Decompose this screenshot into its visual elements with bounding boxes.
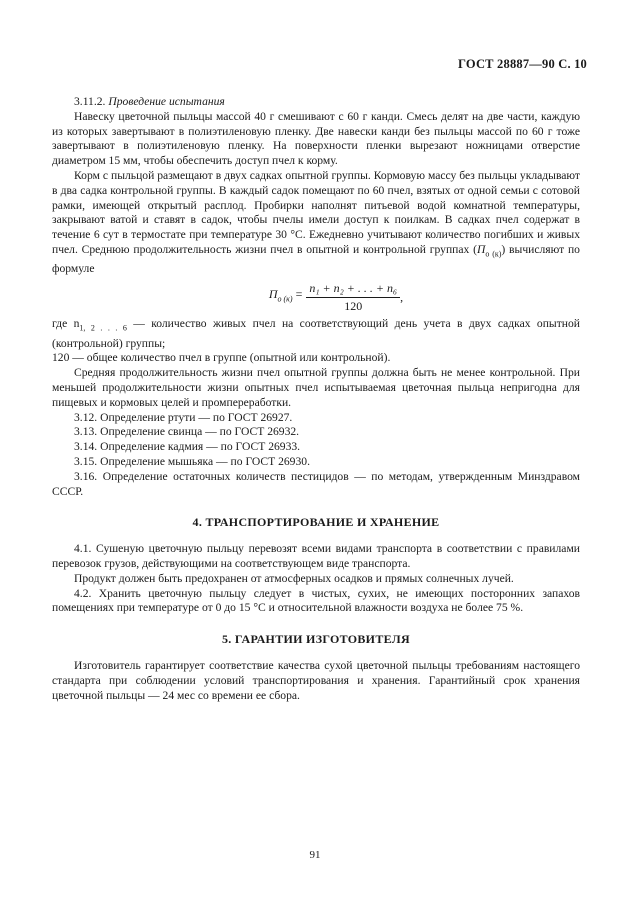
clause-3-11-2-heading bbox=[52, 95, 580, 110]
section-4-title: 4. ТРАНСПОРТИРОВАНИЕ И ХРАНЕНИЕ bbox=[192, 515, 440, 530]
symbol-subscript: о (к) bbox=[485, 249, 502, 259]
clause-3-14: 3.14. Определение кадмия — по ГОСТ 26933. bbox=[74, 440, 301, 454]
paragraph-comparison: Средняя продолжительность жизни пчел опытной группы должна быть не менее контрольной. При меньшей продолжительности жизни опытных пчел испытываемая цветочная пыльца непригодна для пищевых и кормовых целей и промпереработки. bbox=[52, 366, 580, 409]
formula-fraction bbox=[306, 281, 400, 314]
clause-3-16: 3.16. Определение остаточных количеств пестицидов — по методам, утвержденным Минздравом СССР. bbox=[52, 469, 580, 498]
symbol-p: П bbox=[476, 242, 486, 256]
page-number: 91 bbox=[309, 849, 321, 861]
formula-denominator: 120 bbox=[344, 298, 363, 313]
formula-lhs bbox=[269, 287, 303, 307]
legend-n-subscript: 1, 2 . . . 6 bbox=[79, 323, 127, 333]
clause-4-1: 4.1. Сушеную цветочную пыльцу перевозят всеми видами транспорта в соответствии с правилами перевозок грузов, действующими на соответствующем виде транспорта. bbox=[52, 542, 580, 570]
paragraph-protection: Продукт должен быть предохранен от атмосферных осадков и прямых солнечных лучей. bbox=[74, 571, 514, 585]
formula-equals: = bbox=[292, 287, 303, 302]
formula-comma: , bbox=[400, 289, 404, 304]
formula-lhs-symbol: П bbox=[268, 287, 278, 302]
formula-legend-120: 120 — общее количество пчел в группе (опытной или контрольной). bbox=[52, 351, 391, 365]
clause-4-2: 4.2. Хранить цветочную пыльцу следует в чистых, сухих, не имеющих посторонних запахов помещениях при температуре от 0 до 15 °С и относительной влажности воздуха не более 75 %. bbox=[52, 586, 580, 615]
clause-3-15: 3.15. Определение мышьяка — по ГОСТ 26930. bbox=[74, 454, 310, 468]
paragraph-sample-prep: Навеску цветочной пыльцы массой 40 г смешивают с 60 г канди. Смесь делят на две части, каждую из которых завертывают в полиэтиленовую пленку. Две навески канди без пыльцы массой по 60 г тоже завертывают в полиэтиленовую пленку. На поверхности пленки вырезают ножницами отверстие диаметром 15 мм, чтобы обеспечить доступ пчел к корму. bbox=[52, 109, 580, 168]
legend-n-text: — количество живых пчел на соответствующий день учета в двух садках опытной (контрольной) группы; bbox=[52, 317, 580, 350]
clause-number: 3.11.2. bbox=[74, 95, 106, 108]
clause-3-12: 3.12. Определение ртути — по ГОСТ 26927. bbox=[74, 410, 293, 424]
document-body bbox=[52, 95, 580, 703]
clause-title: Проведение испытания bbox=[108, 95, 225, 108]
formula-lhs-subscript: о (к) bbox=[277, 294, 293, 304]
legend-n-prefix: где n bbox=[52, 317, 80, 331]
paragraph-feeding-text: Корм с пыльцой размещают в двух садках опытной группы. Кормовую массу без пыльцы укладывают в два садка контрольной группы. В каждый садок помещают по 60 пчел, взятых от одной семьи с сотовой рамки, имеющей открытый расплод. Пробирки наполнят питьевой водой комнатной температуры, закрывают ватой и ставят в садок, чтобы пчелы имели доступ к поилкам. В садках пчел содержат в течение 6 сут в термостате при температуре 30 °С. Ежедневно учитывают количество погибших и живых пчел. Среднюю продолжительность жизни пчел в опытной и контрольной группах ( bbox=[52, 168, 580, 256]
clause-3-13: 3.13. Определение свинца — по ГОСТ 26932. bbox=[74, 425, 300, 439]
formula-numerator: n₁ + n₂ + . . . + n₆ bbox=[306, 281, 400, 298]
paragraph-feeding-tail: ) вычисляют по формуле bbox=[52, 242, 580, 276]
page-header: ГОСТ 28887—90 С. 10 bbox=[458, 57, 587, 71]
lifespan-formula bbox=[92, 281, 580, 314]
paragraph-feeding bbox=[52, 169, 580, 277]
formula-legend-n bbox=[52, 317, 580, 351]
paragraph-guarantee: Изготовитель гарантирует соответствие качества сухой цветочной пыльцы требованиям настоящего стандарта при соблюдении условий транспортирования и хранения. Гарантийный срок хранения цветочной пыльцы — 24 мес со времени ее сбора. bbox=[52, 658, 580, 702]
section-5-title: 5. ГАРАНТИИ ИЗГОТОВИТЕЛЯ bbox=[222, 632, 410, 647]
